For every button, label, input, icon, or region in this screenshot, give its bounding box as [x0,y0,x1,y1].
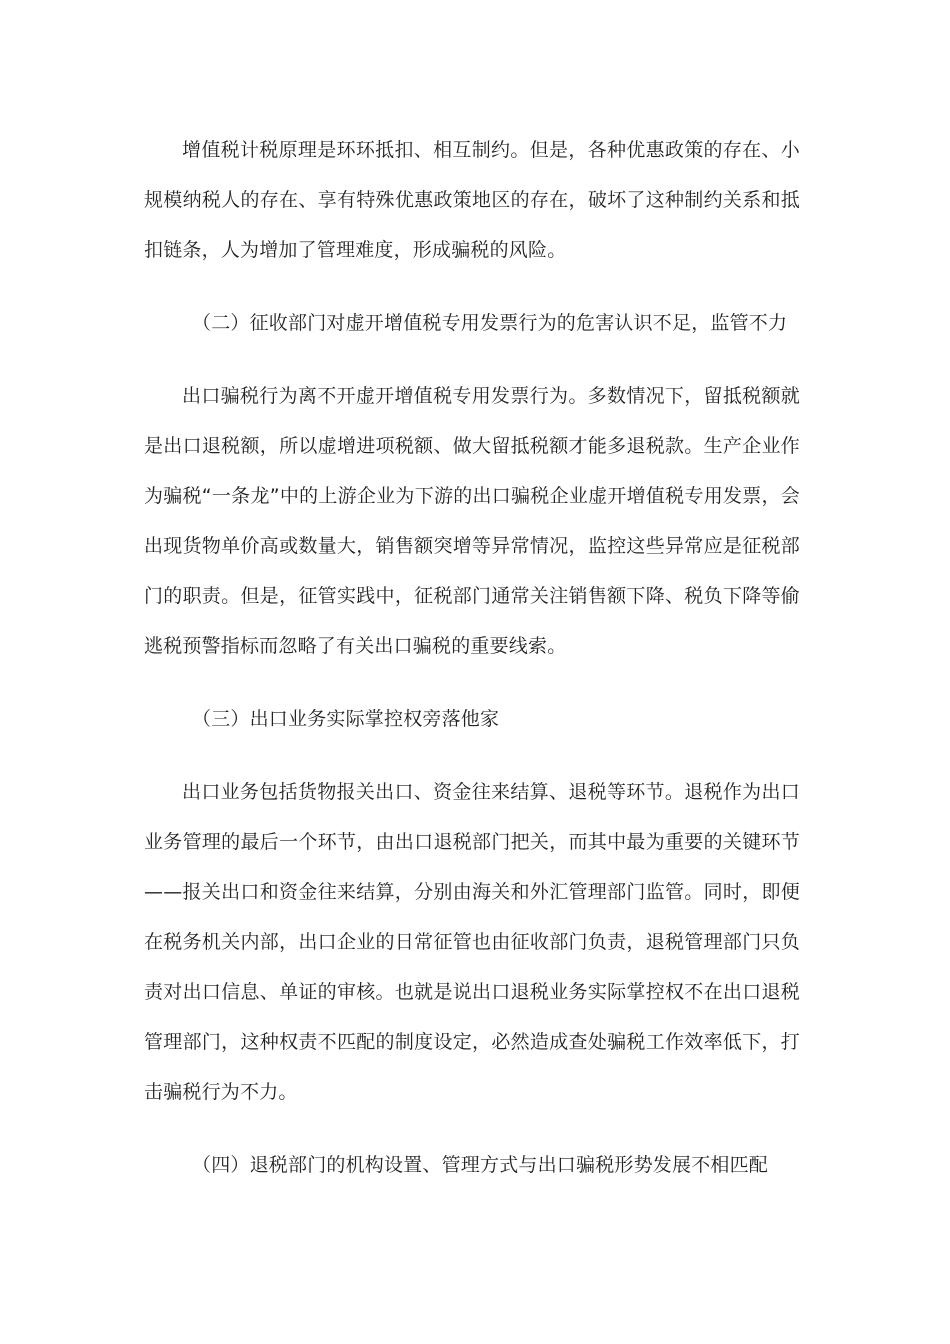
paragraph-vat-principle: 增值税计税原理是环环抵扣、相互制约。但是，各种优惠政策的存在、小规模纳税人的存在、享有特殊优惠政策地区的存在，破坏了这种制约关系和抵扣链条，人为增加了管理难度，形成骗税的风险。 [144,139,800,261]
paragraph-false-invoices: 出口骗税行为离不开虚开增值税专用发票行为。多数情况下，留抵税额就是出口退税额，所以虚增进项税额、做大留抵税额才能多退税款。生产企业作为骗税“一条龙”中的上游企业为下游的出口骗税企业虚开增值税专用发票，会出现货物单价高或数量大，销售额突增等异常情况，监控这些异常应是征税部门的职责。但是，征管实践中，征税部门通常关注销售额下降、税负下降等偷逃税预警指标而忽略了有关出口骗税的重要线索。 [144,385,800,657]
section-heading-3: （三）出口业务实际掌控权旁落他家 [192,708,500,730]
document-body [144,125,800,1190]
paragraph-export-control: 出口业务包括货物报关出口、资金往来结算、退税等环节。退税作为出口业务管理的最后一个环节，由出口退税部门把关，而其中最为重要的关键环节——报关出口和资金往来结算，分别由海关和外汇管理部门监管。同时，即便在税务机关内部，出口企业的日常征管也由征收部门负责，退税管理部门只负责对出口信息、单证的审核。也就是说出口退税业务实际掌控权不在出口退税管理部门，这种权责不匹配的制度设定，必然造成查处骗税工作效率低下，打击骗税行为不力。 [144,781,800,1103]
spacer [144,1117,800,1140]
spacer [144,744,800,767]
spacer [144,275,800,298]
section-heading-4: （四）退税部门的机构设置、管理方式与出口骗税形势发展不相匹配 [192,1154,769,1176]
section-heading-2: （二）征收部门对虚开增值税专用发票行为的危害认识不足，监管不力 [192,312,788,334]
spacer [144,671,800,694]
spacer [144,348,800,371]
